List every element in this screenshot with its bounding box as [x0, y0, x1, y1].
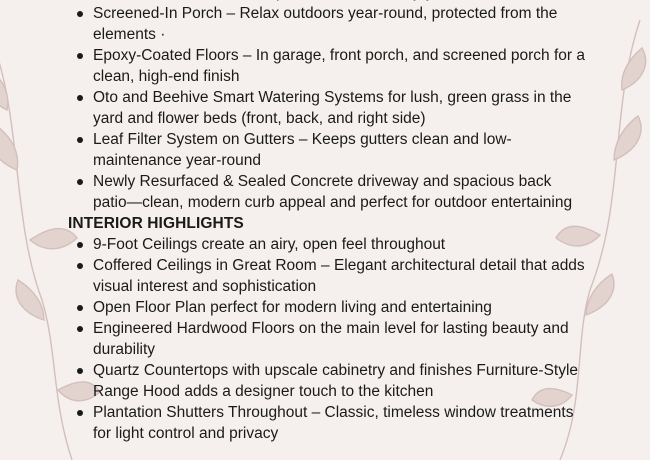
list-item: 9-Foot Ceilings create an airy, open feel throughout	[68, 234, 588, 255]
list-item: Epoxy-Coated Floors – In garage, front porch, and screened porch for a clean, high-end finish	[68, 45, 588, 87]
list-item: Engineered Hardwood Floors on the main level for lasting beauty and durability	[68, 318, 588, 360]
list-item: Open Floor Plan perfect for modern living and entertaining	[68, 297, 588, 318]
highlights-content	[68, 0, 588, 444]
list-item: Oto and Beehive Smart Watering Systems for lush, green grass in the yard and flower beds (front, back, and right side)	[68, 87, 588, 129]
section-heading: INTERIOR HIGHLIGHTS	[68, 215, 244, 232]
list-item: Quartz Countertops with upscale cabinetry and finishes Furniture-Style Range Hood adds a designer touch to the kitchen	[68, 360, 588, 402]
list-item: Screened-In Porch – Relax outdoors year-round, protected from the elements ·	[68, 3, 588, 45]
list-item: Leaf Filter System on Gutters – Keeps gutters clean and low-maintenance year-round	[68, 129, 588, 171]
interior-list	[68, 234, 588, 444]
list-item: Newly Resurfaced & Sealed Concrete driveway and spacious back patio—clean, modern curb appeal and perfect for outdoor entertaining	[68, 171, 588, 213]
exterior-list	[68, 0, 588, 213]
list-item: Plantation Shutters Throughout – Classic, timeless window treatments for light control and privacy	[68, 402, 588, 444]
list-item: Coffered Ceilings in Great Room – Elegant architectural detail that adds visual interest and sophistication	[68, 255, 588, 297]
